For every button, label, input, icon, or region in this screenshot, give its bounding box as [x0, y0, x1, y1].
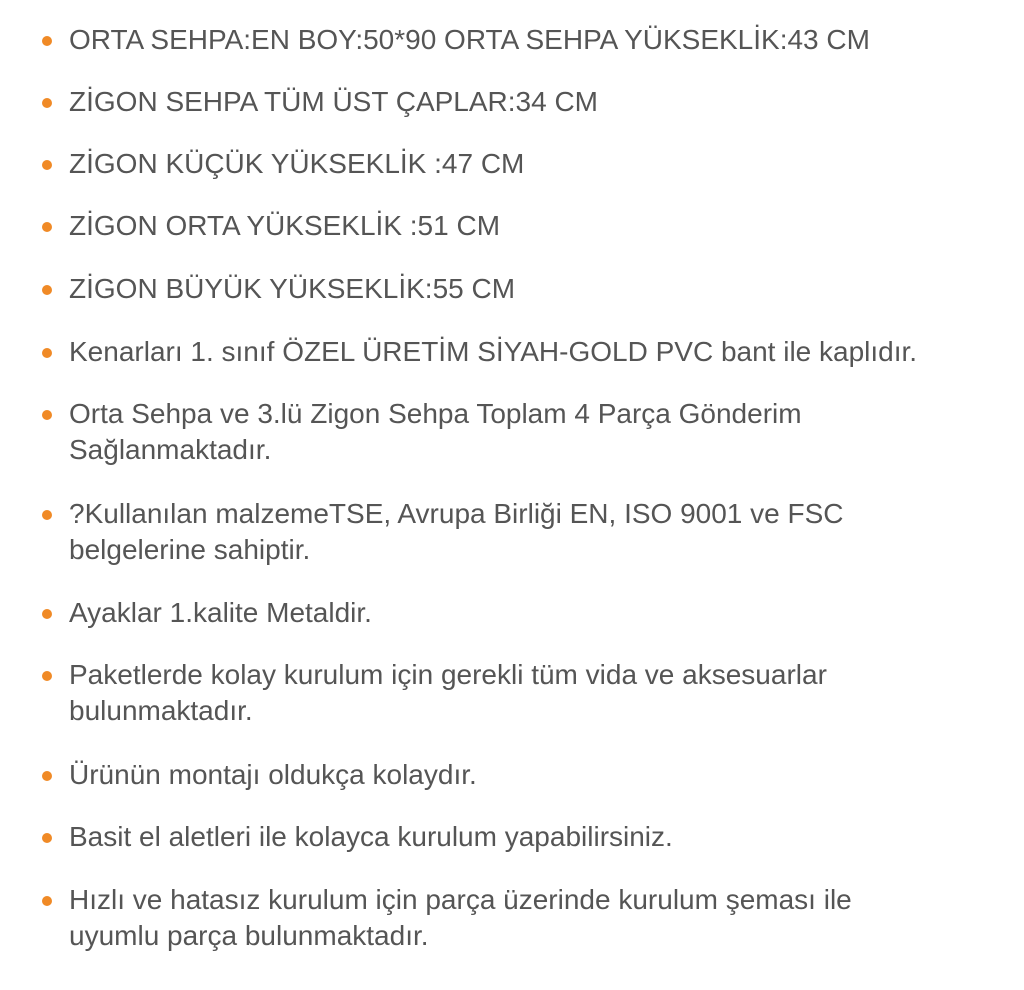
bullet-dot-icon	[42, 510, 52, 520]
list-item-text: Hızlı ve hatasız kurulum için parça üzerinde kurulum şeması ile uyumlu parça bulunmaktadır.	[69, 884, 852, 951]
bullet-dot-icon	[42, 410, 52, 420]
list-item-text: Ayaklar 1.kalite Metaldir.	[69, 597, 372, 628]
bullet-dot-icon	[42, 833, 52, 843]
list-item-text: ORTA SEHPA:EN BOY:50*90 ORTA SEHPA YÜKSEKLİK:43 CM	[69, 24, 870, 55]
list-item-text: Kenarları 1. sınıf ÖZEL ÜRETİM SİYAH-GOLD PVC bant ile kaplıdır.	[69, 336, 918, 367]
bullet-dot-icon	[42, 348, 52, 358]
list-item-text: ?Kullanılan malzemeTSE, Avrupa Birliği EN, ISO 9001 ve FSC belgelerine sahiptir.	[69, 498, 844, 565]
bullet-dot-icon	[42, 671, 52, 681]
list-item-text: ZİGON KÜÇÜK YÜKSEKLİK :47 CM	[69, 148, 525, 179]
list-item-text: ZİGON BÜYÜK YÜKSEKLİK:55 CM	[69, 273, 516, 304]
bullet-dot-icon	[42, 896, 52, 906]
list-item-text: Ürünün montajı oldukça kolaydır.	[69, 759, 477, 790]
list-item-text: ZİGON SEHPA TÜM ÜST ÇAPLAR:34 CM	[69, 86, 599, 117]
list-item-text: ZİGON ORTA YÜKSEKLİK :51 CM	[69, 210, 501, 241]
bullet-dot-icon	[42, 160, 52, 170]
list-item-text: Orta Sehpa ve 3.lü Zigon Sehpa Toplam 4 Parça Gönderim Sağlanmaktadır.	[69, 398, 802, 465]
bullet-dot-icon	[42, 285, 52, 295]
bullet-dot-icon	[42, 36, 52, 46]
list-item-text: Paketlerde kolay kurulum için gerekli tüm vida ve aksesuarlar bulunmaktadır.	[69, 659, 827, 726]
bullet-dot-icon	[42, 609, 52, 619]
bullet-dot-icon	[42, 222, 52, 232]
list-item-text: Basit el aletleri ile kolayca kurulum yapabilirsiniz.	[69, 821, 673, 852]
bullet-dot-icon	[42, 771, 52, 781]
bullet-dot-icon	[42, 98, 52, 108]
